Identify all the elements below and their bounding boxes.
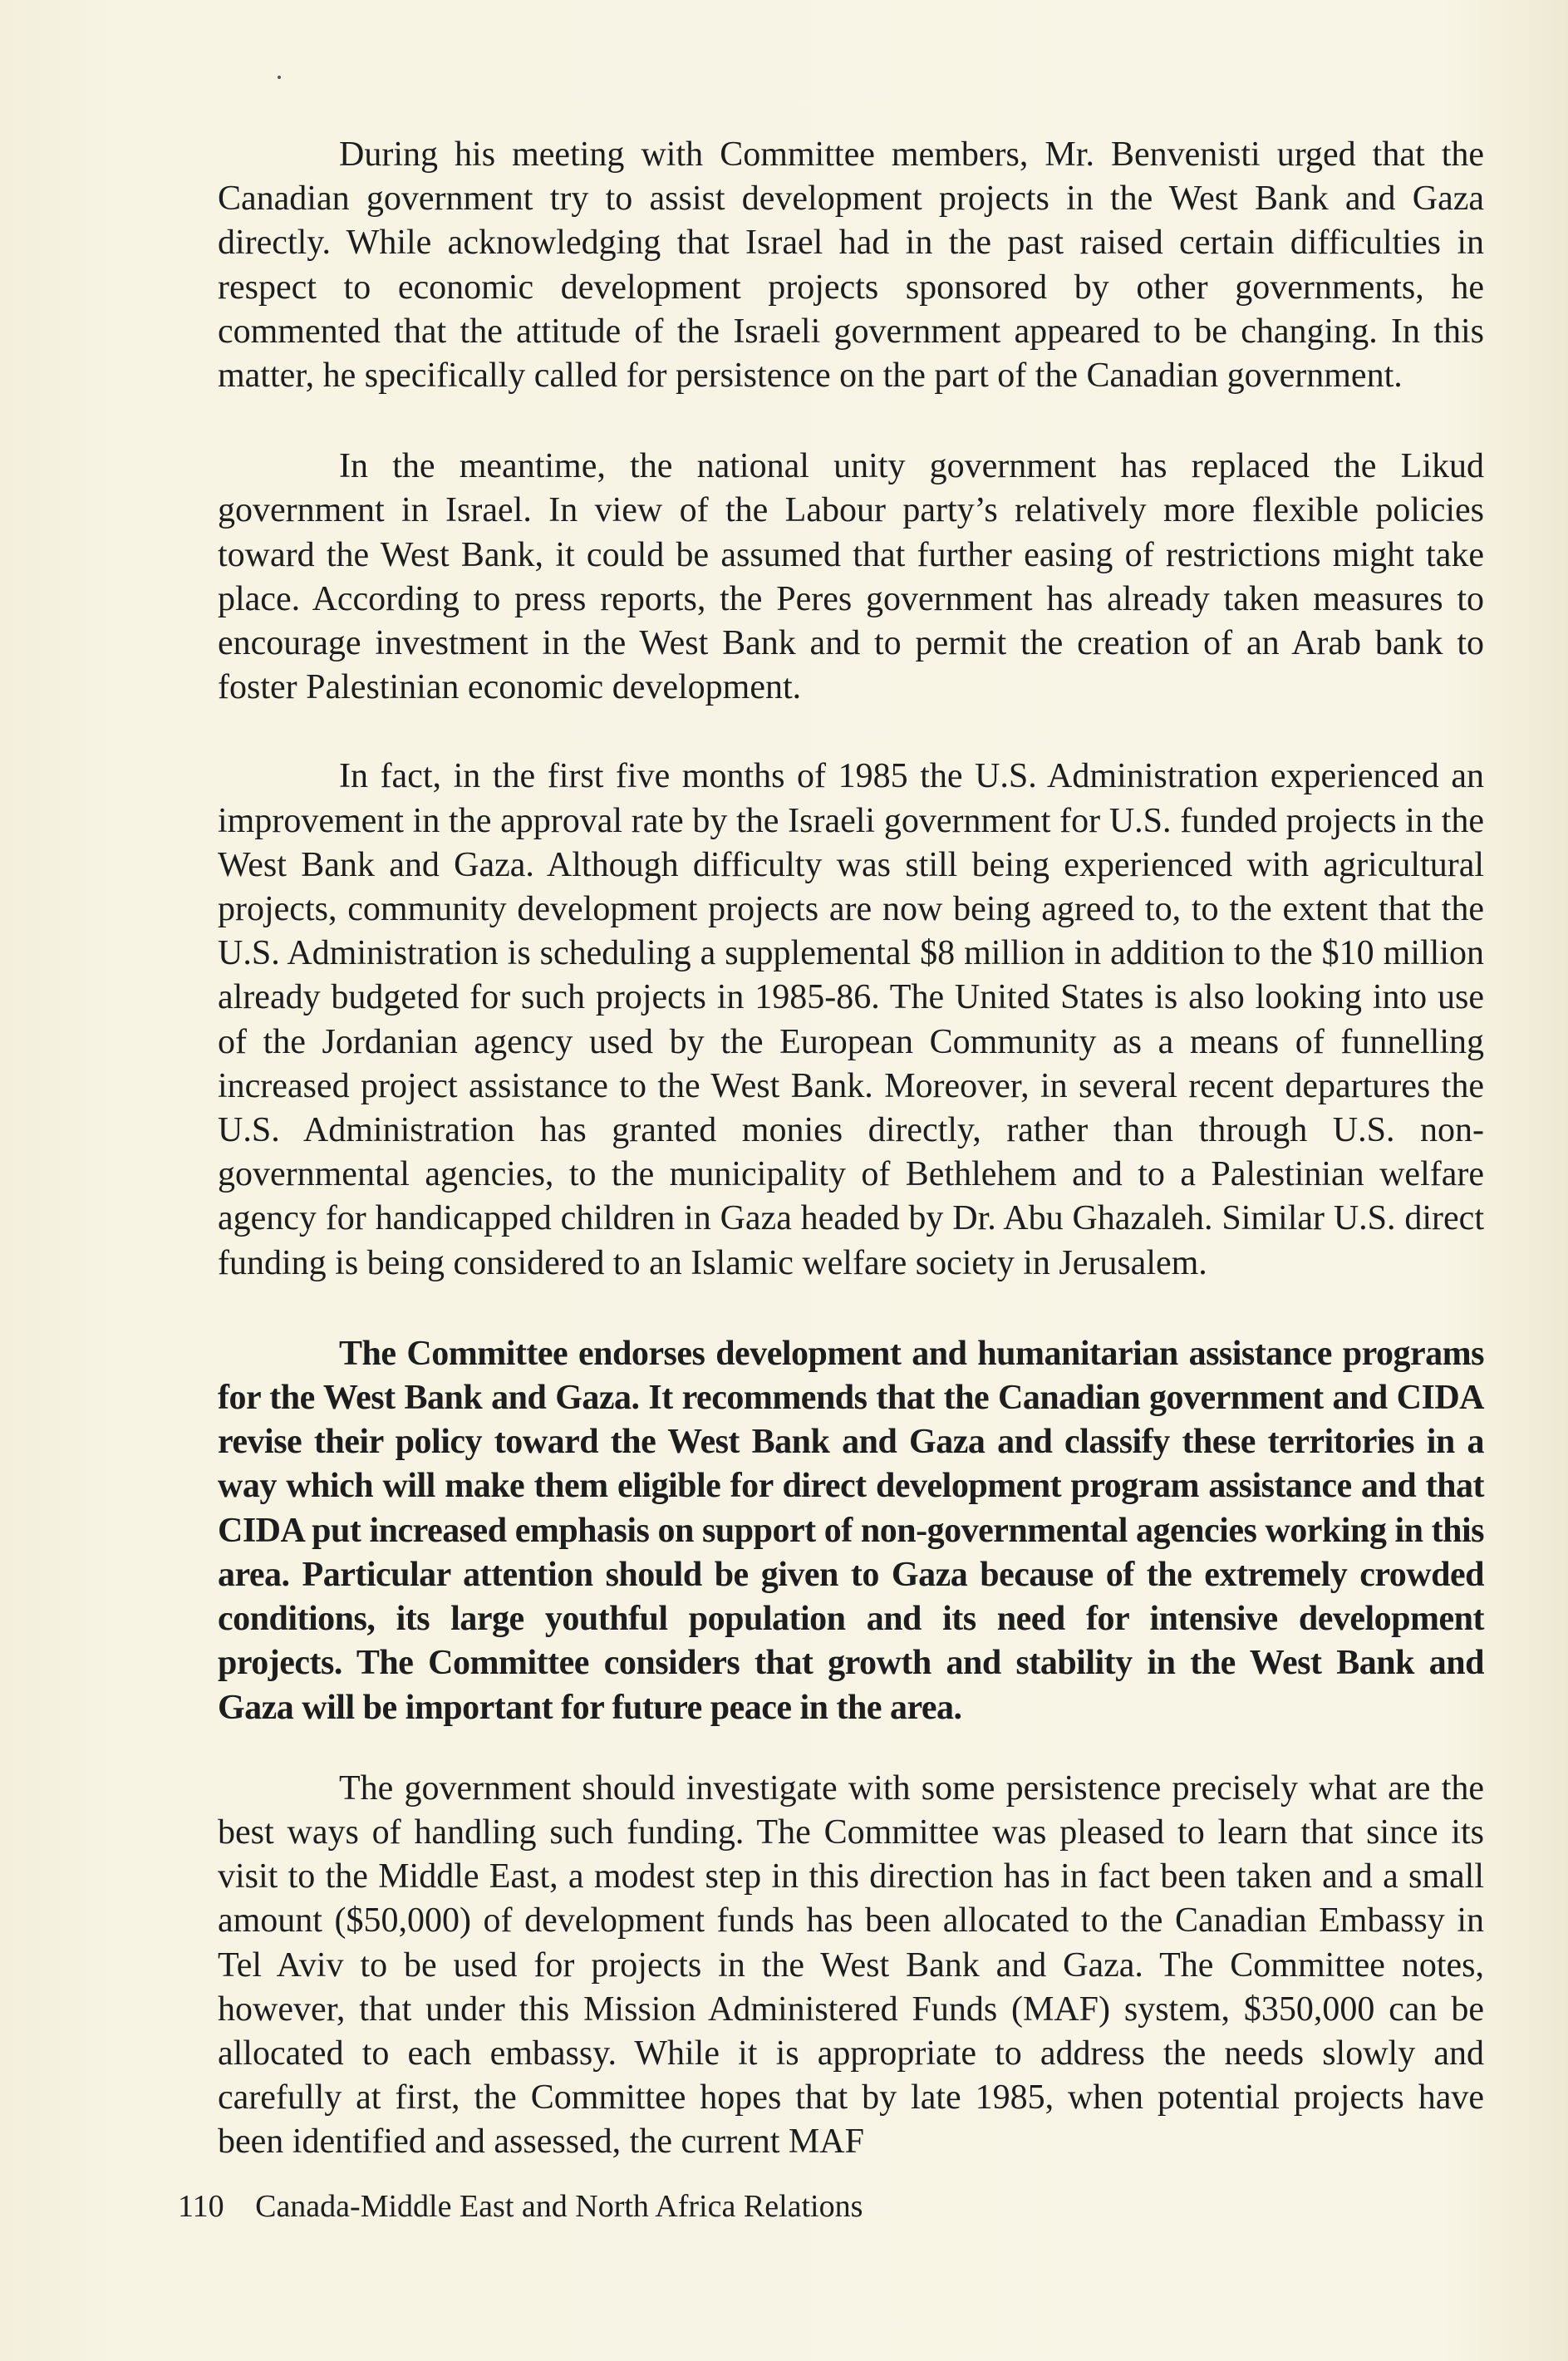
body-text [218, 133, 1484, 2165]
page-footer [178, 2188, 863, 2225]
paper-speck [278, 76, 281, 79]
page-number: 110 [178, 2189, 224, 2224]
committee-recommendation: The Committee endorses development and humanitarian assistance programs for the West Bank and Gaza. It recommends that the Canadian government and CIDA revise their policy toward the West Bank and Gaza and classify these territories in a way which will make them eligible for direct development program assistance and that CIDA put increased emphasis on support of non-governmental agencies working in this area. Particular attention should be given to Gaza because of the extremely crowded conditions, its large youthful population and its need for intensive development projects. The Committee considers that growth and stability in the West Bank and Gaza will be important for future peace in the area. [218, 1334, 1484, 1727]
book-title: Canada-Middle East and North Africa Relations [255, 2189, 863, 2224]
paragraph-benvenisti-meeting: During his meeting with Committee members, Mr. Benvenisti urged that the Canadian government try to assist development projects in the West Bank and Gaza directly. While acknowledging that Israel had in the past raised certain difficulties in respect to economic development projects sponsored by other governments, he commented that the attitude of the Israeli government appeared to be changing. In this matter, he specifically called for persistence on the part of the Canadian government. [218, 135, 1484, 396]
paragraph-national-unity-government: In the meantime, the national unity government has replaced the Likud government in Israel. In view of the Labour party’s relatively more flexible policies toward the West Bank, it could be assumed that further easing of restrictions might take place. According to press reports, the Peres government has already taken measures to encourage investment in the West Bank and to permit the creation of an Arab bank to foster Palestinian economic development. [218, 447, 1484, 707]
paragraph-government-investigation: The government should investigate with some persistence precisely what are the best ways of handling such funding. The Committee was pleased to learn that since its visit to the Middle East, a modest step in this direction has in fact been taken and a small amount ($50,000) of development funds has been allocated to the Canadian Embassy in Tel Aviv to be used for projects in the West Bank and Gaza. The Committee notes, however, that under this Mission Administered Funds (MAF) system, $350,000 can be allocated to each embassy. While it is appropriate to address the needs slowly and carefully at first, the Committee hopes that by late 1985, when potential projects have been identified and assessed, the current MAF [218, 1768, 1484, 2162]
paragraph-us-administration-funding: In fact, in the first five months of 1985 the U.S. Administration experienced an improvement in the approval rate by the Israeli government for U.S. funded projects in the West Bank and Gaza. Although difficulty was still being experienced with agricultural projects, community development projects are now being agreed to, to the extent that the U.S. Administration is scheduling a supplemental $8 million in addition to the $10 million already budgeted for such projects in 1985-86. The United States is also looking into use of the Jordanian agency used by the European Community as a means of funnelling increased project assistance to the West Bank. Moreover, in several recent departures the U.S. Administration has granted monies directly, rather than through U.S. non-governmental agencies, to the municipality of Bethlehem and to a Palestinian welfare agency for handicapped children in Gaza headed by Dr. Abu Ghazaleh. Similar U.S. direct funding is being considered to an Islamic welfare society in Jerusalem. [218, 757, 1484, 1282]
